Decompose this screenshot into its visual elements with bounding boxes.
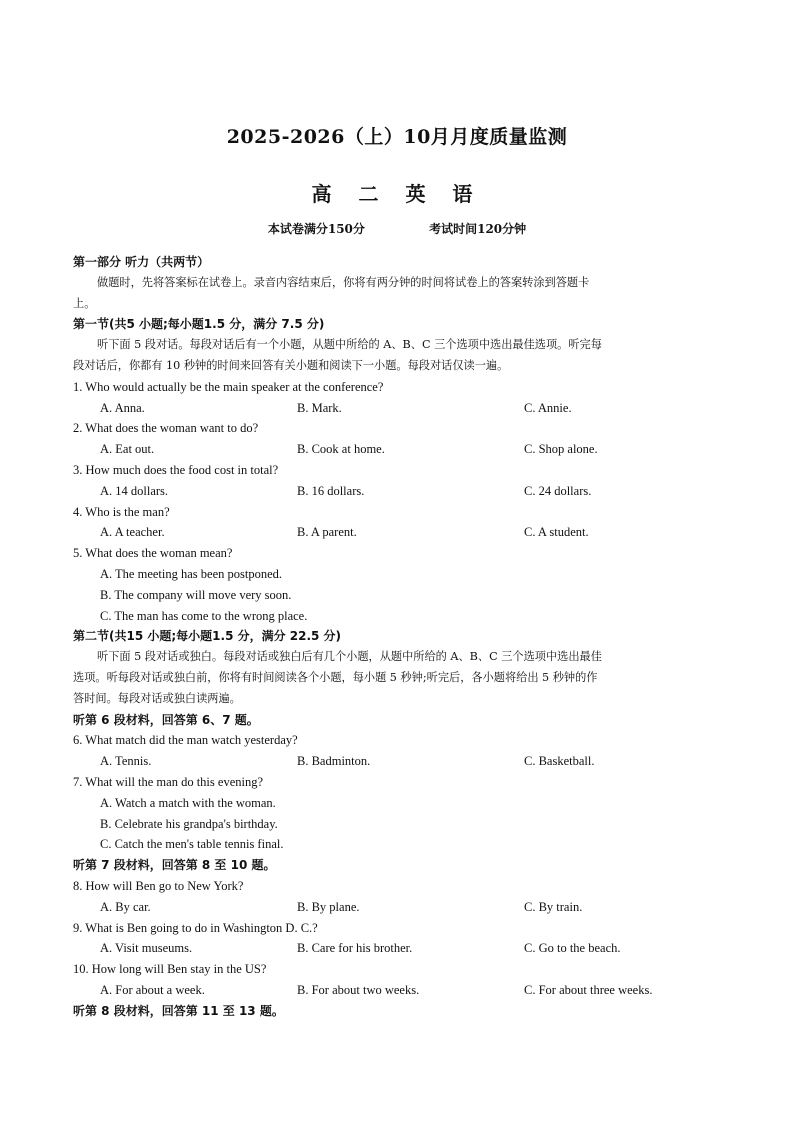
option-c: C. For about three weeks. — [524, 982, 653, 997]
part1-instruction: 做题时，先将答案标在试卷上。录音内容结束后，你将有两分钟的时间将试卷上的答案转涂到答题卡 — [97, 275, 590, 289]
question-8: 8. How will Ben go to New York? — [73, 878, 244, 893]
option-c: C. By train. — [524, 899, 583, 914]
option-b: B. Mark. — [297, 400, 342, 415]
option-b: B. By plane. — [297, 899, 360, 914]
option-b: B. 16 dollars. — [297, 483, 365, 498]
section2-heading: 第二节(共15 小题;每小题1.5 分，满分 22.5 分) — [73, 629, 342, 644]
material-6-heading: 听第 6 段材料，回答第 6、7 题。 — [73, 712, 259, 727]
exam-meta — [0, 220, 794, 237]
exam-time: 考试时间120分钟 — [429, 222, 527, 236]
option-b: B. Care for his brother. — [297, 941, 413, 956]
option-c: C. A student. — [524, 525, 589, 540]
option-b: B. The company will move very soon. — [100, 587, 292, 602]
section1-heading: 第一节(共5 小题;每小题1.5 分，满分 7.5 分) — [73, 317, 325, 332]
option-b: B. Celebrate his grandpa's birthday. — [100, 816, 278, 831]
section2-instruction-cont: 选项。听每段对话或独白前，你将有时间阅读各个小题，每小题 5 秒钟;听完后，各小题将给出 5 秒钟的作 — [73, 670, 598, 684]
question-6: 6. What match did the man watch yesterday? — [73, 733, 298, 748]
section2-instruction-end: 答时间。每段对话或独白读两遍。 — [73, 691, 241, 705]
option-a: A. A teacher. — [100, 525, 165, 540]
question-5: 5. What does the woman mean? — [73, 546, 233, 561]
option-a: A. Watch a match with the woman. — [100, 795, 276, 810]
part1-instruction-cont: 上。 — [73, 296, 96, 310]
question-2: 2. What does the woman want to do? — [73, 421, 259, 436]
options-10 — [73, 980, 723, 1001]
option-c: C. 24 dollars. — [524, 483, 592, 498]
option-c: C. Go to the beach. — [524, 941, 621, 956]
option-b: B. For about two weeks. — [297, 982, 420, 997]
options-1 — [73, 398, 723, 419]
option-c: C. Basketball. — [524, 754, 595, 769]
section1-instruction: 听下面 5 段对话。每段对话后有一个小题，从题中所给的 A、B、C 三个选项中选出最佳选项。听完每 — [97, 338, 602, 352]
material-8-heading: 听第 8 段材料，回答第 11 至 13 题。 — [73, 1003, 284, 1018]
question-4: 4. Who is the man? — [73, 504, 170, 519]
option-c: C. Annie. — [524, 400, 572, 415]
option-b: B. Cook at home. — [297, 442, 385, 457]
option-a: A. Tennis. — [100, 754, 152, 769]
material-7-heading: 听第 7 段材料，回答第 8 至 10 题。 — [73, 858, 276, 873]
question-3: 3. How much does the food cost in total? — [73, 462, 279, 477]
option-a: A. For about a week. — [100, 982, 205, 997]
question-10: 10. How long will Ben stay in the US? — [73, 962, 267, 977]
part1-heading: 第一部分 听力（共两节） — [73, 255, 210, 269]
question-1: 1. Who would actually be the main speaker at the conference? — [73, 379, 384, 394]
options-3 — [73, 481, 723, 502]
option-a: A. Anna. — [100, 400, 145, 415]
section1-instruction-cont: 段对话后，你都有 10 秒钟的时间来回答有关小题和阅读下一小题。每段对话仅读一遍。 — [73, 358, 509, 372]
question-9: 9. What is Ben going to do in Washington D. C.? — [73, 920, 318, 935]
section2-instruction: 听下面 5 段对话或独白。每段对话或独白后有几个小题，从题中所给的 A、B、C 三个选项中选出最佳 — [97, 650, 602, 664]
option-a: A. The meeting has been postponed. — [100, 566, 283, 581]
options-9 — [73, 938, 723, 959]
option-a: A. By car. — [100, 899, 151, 914]
option-b: B. A parent. — [297, 525, 357, 540]
option-a: A. Eat out. — [100, 442, 155, 457]
options-8 — [73, 897, 723, 918]
exam-content — [73, 252, 723, 1021]
option-b: B. Badminton. — [297, 754, 371, 769]
exam-title: 2025-2026（上）10月月度质量监测 — [226, 126, 568, 148]
options-4 — [73, 522, 723, 543]
option-a: A. Visit museums. — [100, 941, 193, 956]
option-c: C. The man has come to the wrong place. — [100, 608, 308, 623]
option-a: A. 14 dollars. — [100, 483, 169, 498]
option-c: C. Catch the men's table tennis final. — [100, 837, 284, 852]
options-2 — [73, 439, 723, 460]
subject-title: 高 二 英 语 — [311, 182, 483, 206]
option-c: C. Shop alone. — [524, 442, 598, 457]
question-7: 7. What will the man do this evening? — [73, 774, 264, 789]
full-score: 本试卷满分150分 — [267, 222, 365, 236]
options-6 — [73, 751, 723, 772]
